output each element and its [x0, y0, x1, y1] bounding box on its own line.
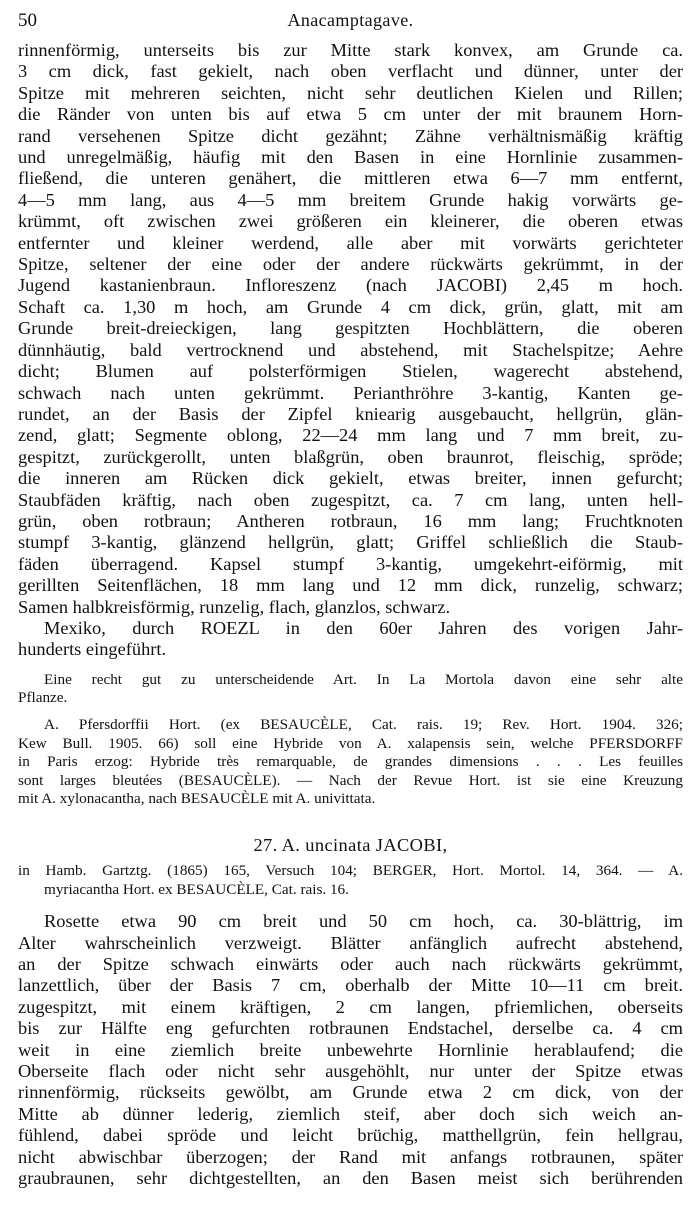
text-line: zend, glatt; Segmente oblong, 22—24 mm lang und 7 mm breit, zu-	[18, 425, 683, 446]
text-line: fäden überragend. Kapsel stumpf 3-kantig, umgekehrt-eiförmig, mit	[18, 553, 683, 574]
note-line: sont larges bleutées (BESAUCÈLE). — Nach der Revue Hort. ist sie eine Kreuzung	[18, 771, 683, 789]
text-line: krümmt, oft zwischen zwei größeren ein kleinerer, die oberen etwas	[18, 211, 683, 232]
text-line: Spitze mit mehreren seichten, nicht sehr deutlichen Kielen und Rillen;	[18, 82, 683, 103]
text-line: Spitze, seltener der eine oder der andere rückwärts gekrümmt, in der	[18, 254, 683, 275]
note-comment	[18, 671, 683, 708]
text-line: die inneren am Rücken dick gekielt, etwas breiter, innen gefurcht;	[18, 468, 683, 489]
running-head: Anacamptagave.	[287, 10, 414, 30]
note-hybrid	[18, 716, 683, 809]
note-line: Eine recht gut zu unterscheidende Art. In La Mortola davon eine sehr alte	[44, 670, 683, 688]
text-line: rinnenförmig, unterseits bis zur Mitte stark konvex, am Grunde ca.	[18, 40, 683, 60]
text-line: an der Spitze schwach einwärts oder auch nach rückwärts gekrümmt,	[18, 953, 683, 974]
text-line: hunderts eingeführt.	[18, 639, 167, 660]
text-line: schwach nach unten gekrümmt. Perianthröhre 3-kantig, Kanten ge-	[18, 382, 683, 403]
note-line: in Paris erzog: Hybride très remarquable, de grandes dimensions . . . Les feuilles	[18, 753, 683, 771]
text-line: und unregelmäßig, häufig mit den Basen in eine Hornlinie zusammen-	[18, 147, 683, 168]
description-continued	[18, 40, 683, 661]
text-line: Oberseite flach oder nicht sehr ausgehöhlt, nur unter der Spitze etwas	[18, 1060, 683, 1081]
text-line: 4—5 mm lang, aus 4—5 mm breitem Grunde hakig vorwärts ge-	[18, 189, 683, 210]
text-line: dünnhäutig, bald vertrocknend und abstehend, mit Stachelspitze; Aehre	[18, 339, 683, 360]
text-line: zugespitzt, mit einem kräftigen, 2 cm langen, pfriemlichen, oberseits	[18, 996, 683, 1017]
text-line: rinnenförmig, rückseits gewölbt, am Grunde etwa 2 cm dick, von der	[18, 1082, 683, 1103]
text-line: Rosette etwa 90 cm breit und 50 cm hoch, ca. 30-blättrig, im	[44, 911, 683, 932]
text-line: bis zur Hälfte eng gefurchten rotbraunen Endstachel, derselbe ca. 4 cm	[18, 1018, 683, 1039]
species-description	[18, 911, 683, 1189]
text-line: gespitzt, zurückgerollt, unten blaßgrün, oben braunrot, fleischig, spröde;	[18, 446, 683, 467]
note-line: mit A. xylonacantha, nach BESAUCÈLE mit A. univittata.	[18, 790, 376, 808]
text-line: Mitte ab dünner lederig, ziemlich steif, aber doch sich weich an-	[18, 1103, 683, 1124]
text-line: grün, oben rotbraun; Antheren rotbraun, 16 mm lang; Fruchtknoten	[18, 510, 683, 531]
text-line: Grunde breit-dreieckigen, lang gespitzten Hochblättern, die oberen	[18, 318, 683, 339]
text-line: Mexiko, durch ROEZL in den 60er Jahren des vorigen Jahr-	[44, 617, 683, 638]
text-line: Alter wahrscheinlich verzweigt. Blätter anfänglich aufrecht abstehend,	[18, 932, 683, 953]
species-heading: 27. A. uncinata JACOBI,	[253, 834, 448, 855]
synonym-line: myriacantha Hort. ex BESAUCÈLE, Cat. rais. 16.	[44, 880, 349, 898]
text-line: Jugend kastanienbraun. Infloreszenz (nach JACOBI) 2,45 m hoch.	[18, 275, 683, 296]
page-number: 50	[18, 10, 37, 31]
text-line: Samen halbkreisförmig, runzelig, flach, glanzlos, schwarz.	[18, 596, 451, 617]
text-line: graubraunen, sehr dichtgestellten, an den Basen meist sich berührenden	[18, 1168, 683, 1188]
text-line: rand versehenen Spitze dicht gezähnt; Zähne verhältnismäßig kräftig	[18, 125, 683, 146]
note-line: Kew Bull. 1905. 66) soll eine Hybride von A. xalapensis sein, welche PFERSDORFF	[18, 734, 683, 752]
text-line: nicht abwischbar überzogen; der Rand mit anfangs rotbraunen, später	[18, 1146, 683, 1167]
text-line: fließend, die unteren genähert, die mittleren etwa 6—7 mm entfernt,	[18, 168, 683, 189]
text-line: rundet, an der Basis der Zipfel kniearig ausgebaucht, hellgrün, glän-	[18, 403, 683, 424]
synonym-line: in Hamb. Gartztg. (1865) 165, Versuch 104; BERGER, Hort. Mortol. 14, 364. — A.	[18, 861, 683, 879]
text-line: gerillten Seitenflächen, 18 mm lang und 12 mm dick, runzelig, schwarz;	[18, 575, 683, 596]
note-line: Pflanze.	[18, 689, 68, 707]
text-line: stumpf 3-kantig, glänzend hellgrün, glatt; Griffel schließlich die Staub-	[18, 532, 683, 553]
text-line: die Ränder von unten bis auf etwa 5 cm unter der mit braunem Horn-	[18, 104, 683, 125]
text-line: fühlend, dabei spröde und leicht brüchig, matthellgrün, fein hellgrau,	[18, 1125, 683, 1146]
text-line: Staubfäden kräftig, nach oben zugespitzt, ca. 7 cm lang, unten hell-	[18, 489, 683, 510]
text-line: weit in eine ziemlich breite unbewehrte Hornlinie herablaufend; die	[18, 1039, 683, 1060]
text-line: 3 cm dick, fast gekielt, nach oben verflacht und dünner, unter der	[18, 61, 683, 82]
synonyms	[18, 862, 683, 899]
text-line: dicht; Blumen auf polsterförmigen Stielen, wagerecht abstehend,	[18, 361, 683, 382]
page-header	[18, 10, 683, 40]
text-line: lanzettlich, über der Basis 7 cm, oberhalb der Mitte 10—11 cm breit.	[18, 975, 683, 996]
text-line: entfernter und kleiner werdend, alle aber mit vorwärts gerichteter	[18, 232, 683, 253]
text-line: Schaft ca. 1,30 m hoch, am Grunde 4 cm dick, grün, glatt, mit am	[18, 296, 683, 317]
note-line: A. Pfersdorffii Hort. (ex BESAUCÈLE, Cat. rais. 19; Rev. Hort. 1904. 326;	[44, 715, 683, 733]
